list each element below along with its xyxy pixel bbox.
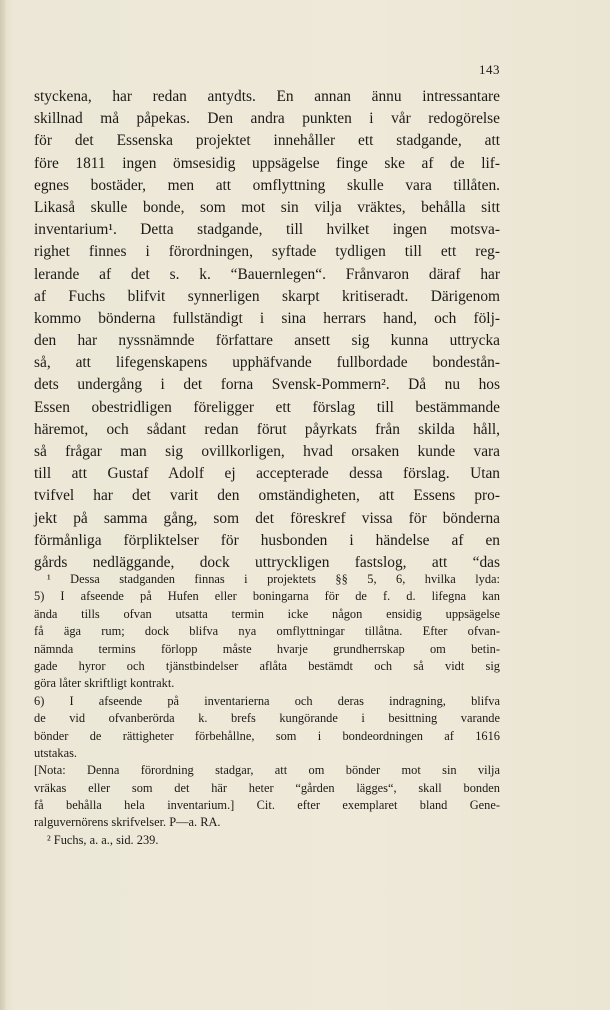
footnotes bbox=[34, 571, 500, 849]
body-line: af Fuchs blifvit synnerligen skarpt kritiseradt. Därigenom bbox=[34, 287, 500, 305]
body-line: så frågar man sig ovillkorligen, hvad orsaken kunde vara bbox=[34, 443, 500, 460]
footnote-line: 5) I afseende på Hufen eller boningarna för de f. d. lifegna kan bbox=[34, 589, 500, 604]
body-line: inventarium¹. Detta stadgande, till hvilket ingen motsva- bbox=[34, 221, 500, 239]
body-line: för det Essenska projektet innehåller ett stadgande, att bbox=[34, 132, 500, 150]
body-line: egnes bostäder, men att omflyttning skulle vara tillåten. bbox=[34, 176, 500, 194]
body-line: jekt på samma gång, som det föreskref vissa för bönderna bbox=[34, 509, 500, 527]
footnote-line: få behålla hela inventarium.] Cit. efter exemplaret bland Gene- bbox=[34, 798, 500, 813]
page-number: 143 bbox=[479, 62, 500, 77]
body-line: Essen obestridligen föreligger ett förslag till bestämmande bbox=[34, 398, 500, 416]
body-line: förmånliga förpliktelser för husbonden i händelse af en bbox=[34, 531, 500, 549]
footnote-line: vräkas eller som det här heter “gården lägges“, skall bonden bbox=[34, 780, 500, 795]
body-line: häremot, och sådant redan förut påyrkats från skilda håll, bbox=[34, 420, 500, 438]
body-line: gårds nedläggande, dock uttryckligen fastslog, att “das bbox=[34, 553, 500, 571]
body-line: righet finnes i förordningen, syftade tydligen till ett reg- bbox=[34, 243, 500, 261]
body-line: till att Gustaf Adolf ej accepterade dessa förslag. Utan bbox=[34, 465, 500, 483]
body-line: så, att lifegenskapens upphäfvande fullbordade bondestån- bbox=[34, 354, 500, 372]
footnote-line: de vid ofvanberörda k. brefs kungörande i besittning varande bbox=[34, 711, 500, 726]
footnote-line: [Nota: Denna förordning stadgar, att om bönder mot sin vilja bbox=[34, 763, 500, 778]
footnote-line: ralguvernörens skrifvelser. P—a. RA. bbox=[34, 815, 221, 830]
footnote-line: nämnda termins förlopp måste hvarje grundherrskap om betin- bbox=[34, 641, 500, 656]
footnote-line: ¹ Dessa stadganden finnas i projektets §§ 5, 6, hvilka lyda: bbox=[47, 572, 500, 586]
footnote-line: ² Fuchs, a. a., sid. 239. bbox=[47, 832, 159, 847]
footnote-line: göra låter skriftligt kontrakt. bbox=[34, 676, 175, 691]
body-line: styckena, har redan antydts. En annan ännu intressantare bbox=[34, 88, 500, 105]
footnote-line: gade hyror och tjänstbindelser aflåta bestämdt och så vidt sig bbox=[34, 658, 500, 673]
body-line: den har nyssnämnde författare ansett sig kunna uttrycka bbox=[34, 332, 500, 350]
footnote-line: utstakas. bbox=[34, 745, 78, 760]
body-line: Likaså skulle bonde, som mot sin vilja vräktes, behålla sitt bbox=[34, 198, 500, 216]
body-line: skillnad må påpekas. Den andra punkten i vår redogörelse bbox=[34, 110, 500, 128]
body-line: före 1811 ingen ömsesidig uppsägelse finge ske af de lif- bbox=[34, 154, 500, 172]
binding-edge bbox=[0, 0, 6, 1010]
body-line: tvifvel har det varit den omständigheten, att Essens pro- bbox=[34, 487, 500, 505]
footnote-line: få äga rum; dock blifva nya omflyttningar tillåtna. Efter ofvan- bbox=[34, 624, 500, 639]
main-text bbox=[34, 86, 500, 574]
body-line: dets undergång i det forna Svensk-Pommern². Då nu hos bbox=[34, 376, 500, 394]
footnote-line: ända tills ofvan utsatta termin icke någon ensidig uppsägelse bbox=[34, 606, 500, 621]
footnote-line: 6) I afseende på inventarierna och deras indragning, blifva bbox=[34, 693, 500, 708]
body-line: lerande af det s. k. “Bauernlegen“. Frånvaron däraf har bbox=[34, 265, 500, 283]
footnote-line: bönder de rättigheter förbehållne, som i bondeordningen af 1616 bbox=[34, 728, 500, 743]
body-line: kommo bönderna fullständigt i sina herrars hand, och följ- bbox=[34, 309, 500, 327]
